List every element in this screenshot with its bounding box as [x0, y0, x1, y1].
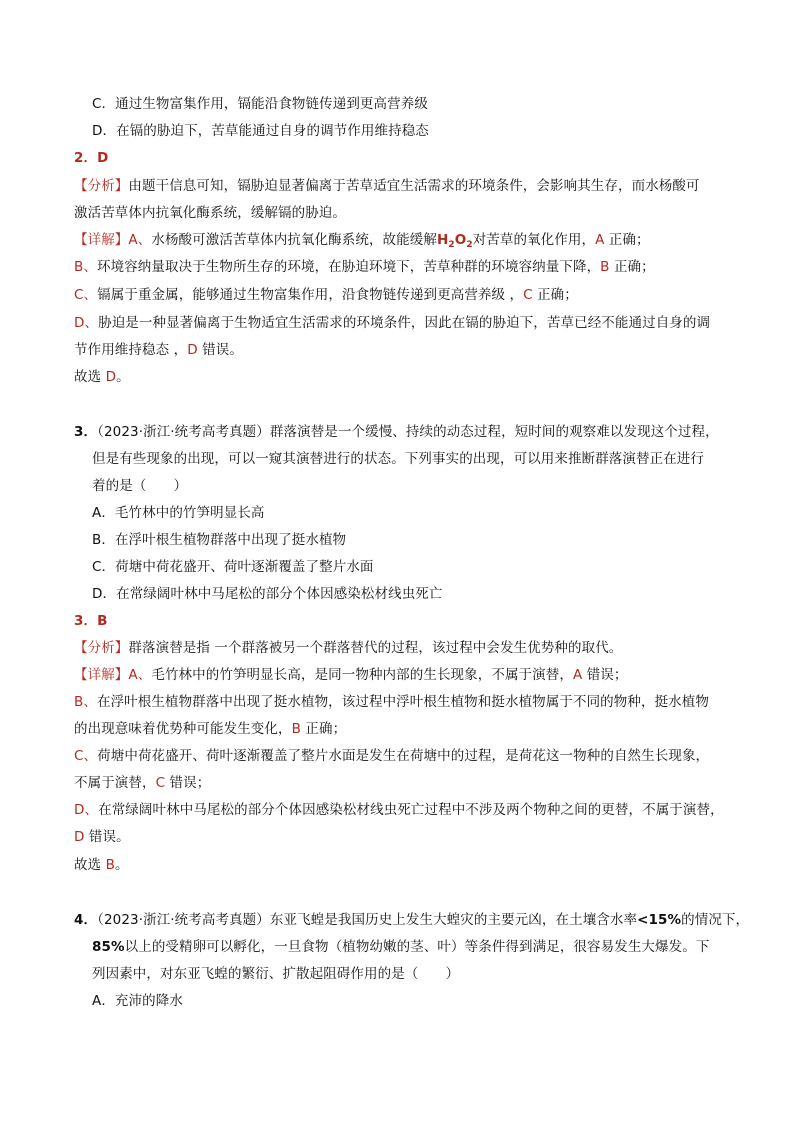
- a2-detail-c: C、镉属于重金属，能够通过生物富集作用，沿食物链传递到更高营养级 ，C 正确；: [74, 287, 578, 303]
- a3-detail-d-line2: D 错误。: [74, 829, 130, 845]
- a3-detail-b-line1: B、在浮叶根生植物群落中出现了挺水植物，该过程中浮叶根生植物和挺水植物属于不同的物种，挺水植物: [74, 694, 709, 710]
- a2-detail-b: B、环境容纳量取决于生物所生存的环境，在胁迫环境下，苦草种群的环境容纳量下降，B 正确；: [74, 259, 655, 275]
- q3-option-a: A．毛竹林中的竹笋明显长高: [92, 505, 265, 521]
- q3-option-b: B．在浮叶根生植物群落中出现了挺水植物: [92, 532, 347, 548]
- a2-analysis-line1: 【分析】由题干信息可知，镉胁迫显著偏离于苦草适宜生活需求的环境条件，会影响其生存，而水杨酸可: [74, 178, 700, 194]
- a3-detail-b-line2: 的出现意味着优势种可能发生变化，B 正确；: [74, 721, 347, 737]
- analysis-tag: 【分析】: [74, 178, 129, 194]
- a2-answer: 2．D: [74, 150, 109, 166]
- q4-stem-line3: 列因素中，对东亚飞蝗的繁衍、扩散起阻碍作用的是（ ）: [92, 966, 460, 982]
- q4-stem-line2: 85%以上的受精卵可以孵化，一旦食物（植物幼嫩的茎、叶）等条件得到满足，很容易发生大爆发。下: [92, 939, 710, 955]
- q4-option-a: A．充沛的降水: [92, 993, 183, 1009]
- q3-stem-line2: 但是有些现象的出现，可以一窥其演替进行的状态。下列事实的出现，可以用来推断群落演替正在进行: [92, 451, 704, 467]
- a3-detail-a: 【详解】A、毛竹林中的竹笋明显长高，是同一物种内部的生长现象，不属于演替，A 错误；: [74, 667, 628, 683]
- chem-formula-h2o2: $H_2O_2$: [436, 232, 473, 250]
- a2-detail-a: 【详解】A、水杨酸可激活苦草体内抗氧化酶系统，故能缓解$H_2O_2$对苦草的氧化作用，A 正确；: [74, 232, 650, 250]
- q2-option-c: C．通过生物富集作用，镉能沿食物链传递到更高营养级: [92, 96, 428, 112]
- q2-option-d: D．在镉的胁迫下，苦草能通过自身的调节作用维持稳态: [92, 123, 429, 139]
- q3-option-d: D．在常绿阔叶林中马尾松的部分个体因感染松材线虫死亡: [92, 586, 443, 602]
- a3-analysis: 【分析】群落演替是指 一个群落被另一个群落替代的过程，该过程中会发生优势种的取代。: [74, 640, 623, 656]
- a3-detail-d-line1: D、在常绿阔叶林中马尾松的部分个体因感染松材线虫死亡过程中不涉及两个物种之间的更替，不属于演替，: [74, 802, 724, 818]
- a2-analysis-line2: 激活苦草体内抗氧化酶系统，缓解镉的胁迫。: [74, 205, 346, 221]
- a3-detail-c-line2: 不属于演替，C 错误；: [74, 775, 211, 791]
- a3-answer: 3．B: [74, 613, 108, 629]
- a3-detail-c-line1: C、荷塘中荷花盛开、荷叶逐渐覆盖了整片水面是发生在荷塘中的过程，是荷花这一物种的自然生长现象，: [74, 748, 710, 764]
- a3-conclusion: 故选 B。: [74, 857, 129, 873]
- analysis-tag: 【分析】: [74, 640, 129, 656]
- detail-tag: 【详解】: [74, 232, 129, 248]
- question-source: （2023·浙江·统考高考真题）: [97, 424, 270, 440]
- q3-stem-line1: 3．（2023·浙江·统考高考真题）群落演替是一个缓慢、持续的动态过程，短时间的观察难以发现这个过程，: [74, 424, 719, 440]
- a2-conclusion: 故选 D。: [74, 369, 130, 385]
- a2-detail-d-line2: 节作用维持稳态 ，D 错误。: [74, 342, 243, 358]
- question-source: （2023·浙江·统考高考真题）: [97, 912, 270, 928]
- q3-option-c: C．荷塘中荷花盛开、荷叶逐渐覆盖了整片水面: [92, 559, 374, 575]
- detail-tag: 【详解】: [74, 667, 129, 683]
- question-number: 3．: [74, 424, 98, 440]
- a2-detail-d-line1: D、胁迫是一种显著偏离于生物适宜生活需求的环境条件，因此在镉的胁迫下，苦草已经不能通过自身的调: [74, 315, 711, 331]
- question-number: 4．: [74, 912, 98, 928]
- q3-stem-line3: 着的是（ ）: [92, 478, 188, 494]
- q4-stem-line1: 4．（2023·浙江·统考高考真题）东亚飞蝗是我国历史上发生大蝗灾的主要元凶，在土壤含水率<15%的情况下，: [74, 912, 750, 928]
